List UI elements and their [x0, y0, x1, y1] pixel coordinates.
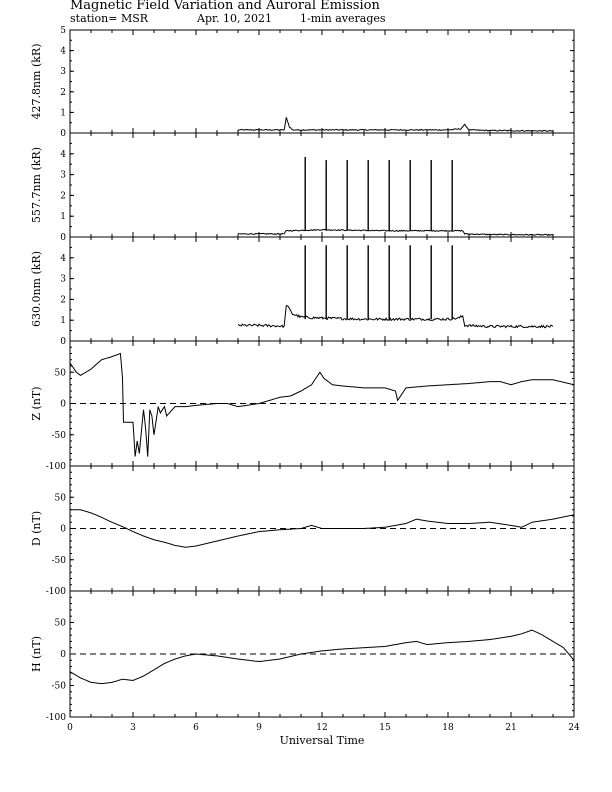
pH-trace [70, 630, 574, 684]
station-label: station= MSR [70, 12, 149, 25]
p5577-y-axis-title: 557.7nm (kR) [30, 146, 43, 224]
pH-xtick-label: 9 [256, 723, 262, 733]
p6300-y-axis-title: 630.0nm (kR) [30, 250, 43, 328]
pH-ytick-label: -50 [51, 681, 66, 692]
p6300-ytick-label: 0 [60, 337, 66, 347]
pH-xtick-label: 24 [568, 723, 580, 733]
pH-xtick-label: 18 [442, 723, 454, 733]
pH-xtick-label: 21 [505, 723, 517, 733]
pH-ytick-label: -100 [45, 713, 66, 723]
p4278-ytick-label: 3 [60, 67, 66, 78]
p5577-ytick-label: 3 [60, 170, 66, 181]
p4278-ytick-label: 2 [60, 87, 66, 98]
figure-title: Magnetic Field Variation and Auroral Emission [70, 0, 380, 13]
pH-ytick-label: 0 [60, 650, 66, 660]
x-axis-title: Universal Time [279, 734, 365, 747]
pD-ytick-label: -100 [45, 587, 66, 597]
p4278-trace [238, 117, 553, 131]
p6300-trace [238, 306, 553, 328]
p4278-panel [30, 26, 574, 139]
pZ-trace [70, 354, 574, 457]
pZ-ytick-label: -50 [51, 430, 66, 441]
p4278-y-axis-title: 427.8nm (kR) [30, 43, 43, 120]
p5577-ytick-label: 1 [60, 212, 66, 223]
pD-ytick-label: 0 [60, 524, 66, 535]
pZ-ytick-label: 0 [60, 399, 66, 410]
pZ-ytick-label: -100 [45, 462, 66, 472]
pZ-panel [30, 341, 574, 472]
pZ-ytick-label: 50 [54, 368, 66, 379]
pH-xtick-label: 12 [316, 723, 328, 733]
p5577-panel [30, 133, 574, 243]
p5577-trace [238, 229, 553, 235]
p5577-ytick-label: 0 [60, 233, 66, 243]
date-label: Apr. 10, 2021 [197, 12, 273, 25]
p5577-ytick-label: 2 [60, 191, 66, 202]
pH-xtick-label: 15 [379, 723, 391, 733]
p4278-frame [70, 30, 574, 133]
pZ-y-axis-title: Z (nT) [30, 386, 43, 421]
pH-y-axis-title: H (nT) [30, 635, 43, 673]
pH-ytick-label: 50 [54, 618, 66, 629]
panels-group [30, 26, 580, 747]
pH-xtick-label: 0 [67, 723, 73, 733]
p6300-panel [30, 237, 574, 347]
p6300-ytick-label: 2 [60, 295, 66, 306]
p6300-ytick-label: 1 [60, 316, 66, 327]
pH-xtick-label: 6 [193, 723, 199, 733]
averaging-label: 1-min averages [300, 12, 386, 25]
p4278-ytick-label: 5 [60, 26, 66, 36]
p4278-ytick-label: 4 [60, 46, 66, 57]
pD-ytick-label: -50 [51, 555, 66, 566]
p6300-ytick-label: 4 [60, 253, 66, 264]
p4278-ytick-label: 0 [60, 129, 66, 139]
pH-panel [30, 591, 580, 747]
p6300-ytick-label: 3 [60, 274, 66, 285]
pH-xtick-label: 3 [130, 723, 136, 733]
p5577-frame [70, 133, 574, 237]
pD-y-axis-title: D (nT) [30, 510, 43, 547]
p4278-ytick-label: 1 [60, 108, 66, 119]
pD-panel [30, 466, 574, 597]
pD-ytick-label: 50 [54, 493, 66, 504]
p5577-ytick-label: 4 [60, 149, 66, 160]
